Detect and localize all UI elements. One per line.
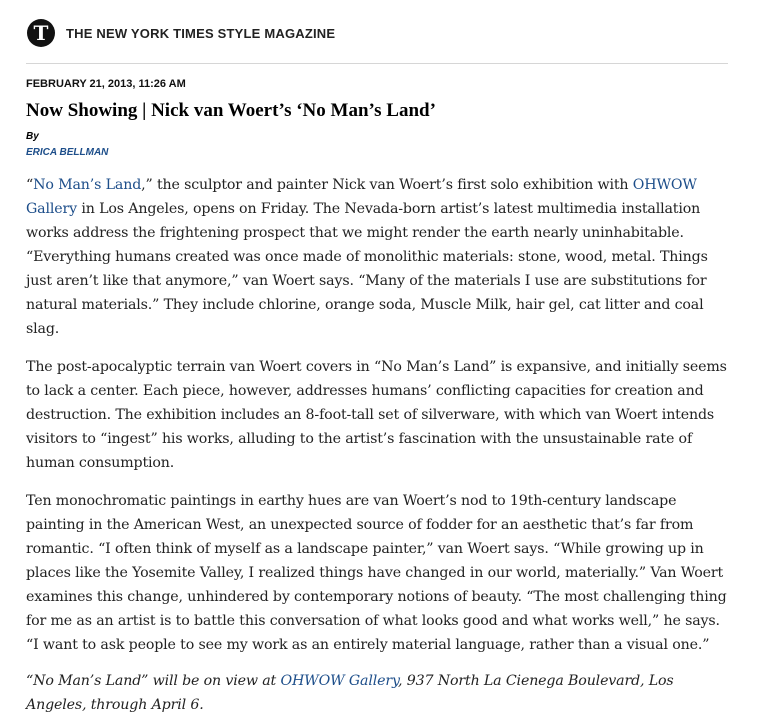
paragraph-1-text-a: ,” the sculptor and painter Nick van Woert’s first solo exhibition with [141,177,633,193]
byline-prefix: By [26,131,39,142]
nyt-t-logo-icon[interactable] [26,18,56,48]
ohwow-gallery-link-2[interactable]: OHWOW Gallery [280,673,399,689]
logo-letter: T [33,21,49,45]
paragraph-1 [26,173,736,341]
paragraph-1-text-b: in Los Angeles, opens on Friday. The Nevada-born artist’s latest multimedia installation works address the frightening prospect that we might render the earth nearly uninhabitable. “Everything humans created was once made of monolithic materials: stone, wood, metal. Things just aren’t like that anymore,” van Woert says. “Many of the materials I use are substitutions for natural materials.” They include chlorine, orange soda, Muscle Milk, hair gel, cat litter and coal slag. [26,201,708,337]
article [26,76,736,717]
masthead-divider [26,63,728,64]
paragraph-4-text-a: “No Man’s Land” will be on view at [26,673,281,689]
publication-title[interactable]: THE NEW YORK TIMES STYLE MAGAZINE [66,25,336,41]
ohwow-gallery-link[interactable]: OHWOW Gallery [26,177,697,217]
masthead [26,16,335,50]
quote-open: “ [26,177,34,193]
article-headline: Now Showing | Nick van Woert’s ‘No Man’s Land’ [26,100,436,121]
paragraph-3: Ten monochromatic paintings in earthy hues are van Woert’s nod to 19th-century landscape painting in the American West, an unexpected source of fodder for an aesthetic that’s far from romantic. “I often think of myself as a landscape painter,” van Woert says. “While growing up in places like the Yosemite Valley, I realized things have changed in our world, materially.” Van Woert examines this change, unhindered by contemporary notions of beauty. “The most challenging thing for me as an artist is to battle this conversation of what looks good and what works well,” he says. “I want to ask people to see my work as an entirely material language, rather than a visual one.” [26,493,727,653]
paragraph-2: The post-apocalyptic terrain van Woert covers in “No Man’s Land” is expansive, and initially seems to lack a center. Each piece, however, addresses humans’ conflicting capacities for creation and destruction. The exhibition includes an 8-foot-tall set of silverware, with which van Woert intends visitors to “ingest” his works, alluding to the artist’s fascination with the unsustainable rate of human consumption. [26,359,727,471]
no-mans-land-link[interactable]: No Man’s Land [33,177,142,193]
paragraph-4 [26,669,736,717]
paragraph-4-text-b: , 937 North La Cienega Boulevard, Los Angeles, through April 6. [26,673,674,713]
article-dateline: FEBRUARY 21, 2013, 11:26 AM [26,78,186,90]
author-link[interactable]: ERICA BELLMAN [26,147,109,158]
